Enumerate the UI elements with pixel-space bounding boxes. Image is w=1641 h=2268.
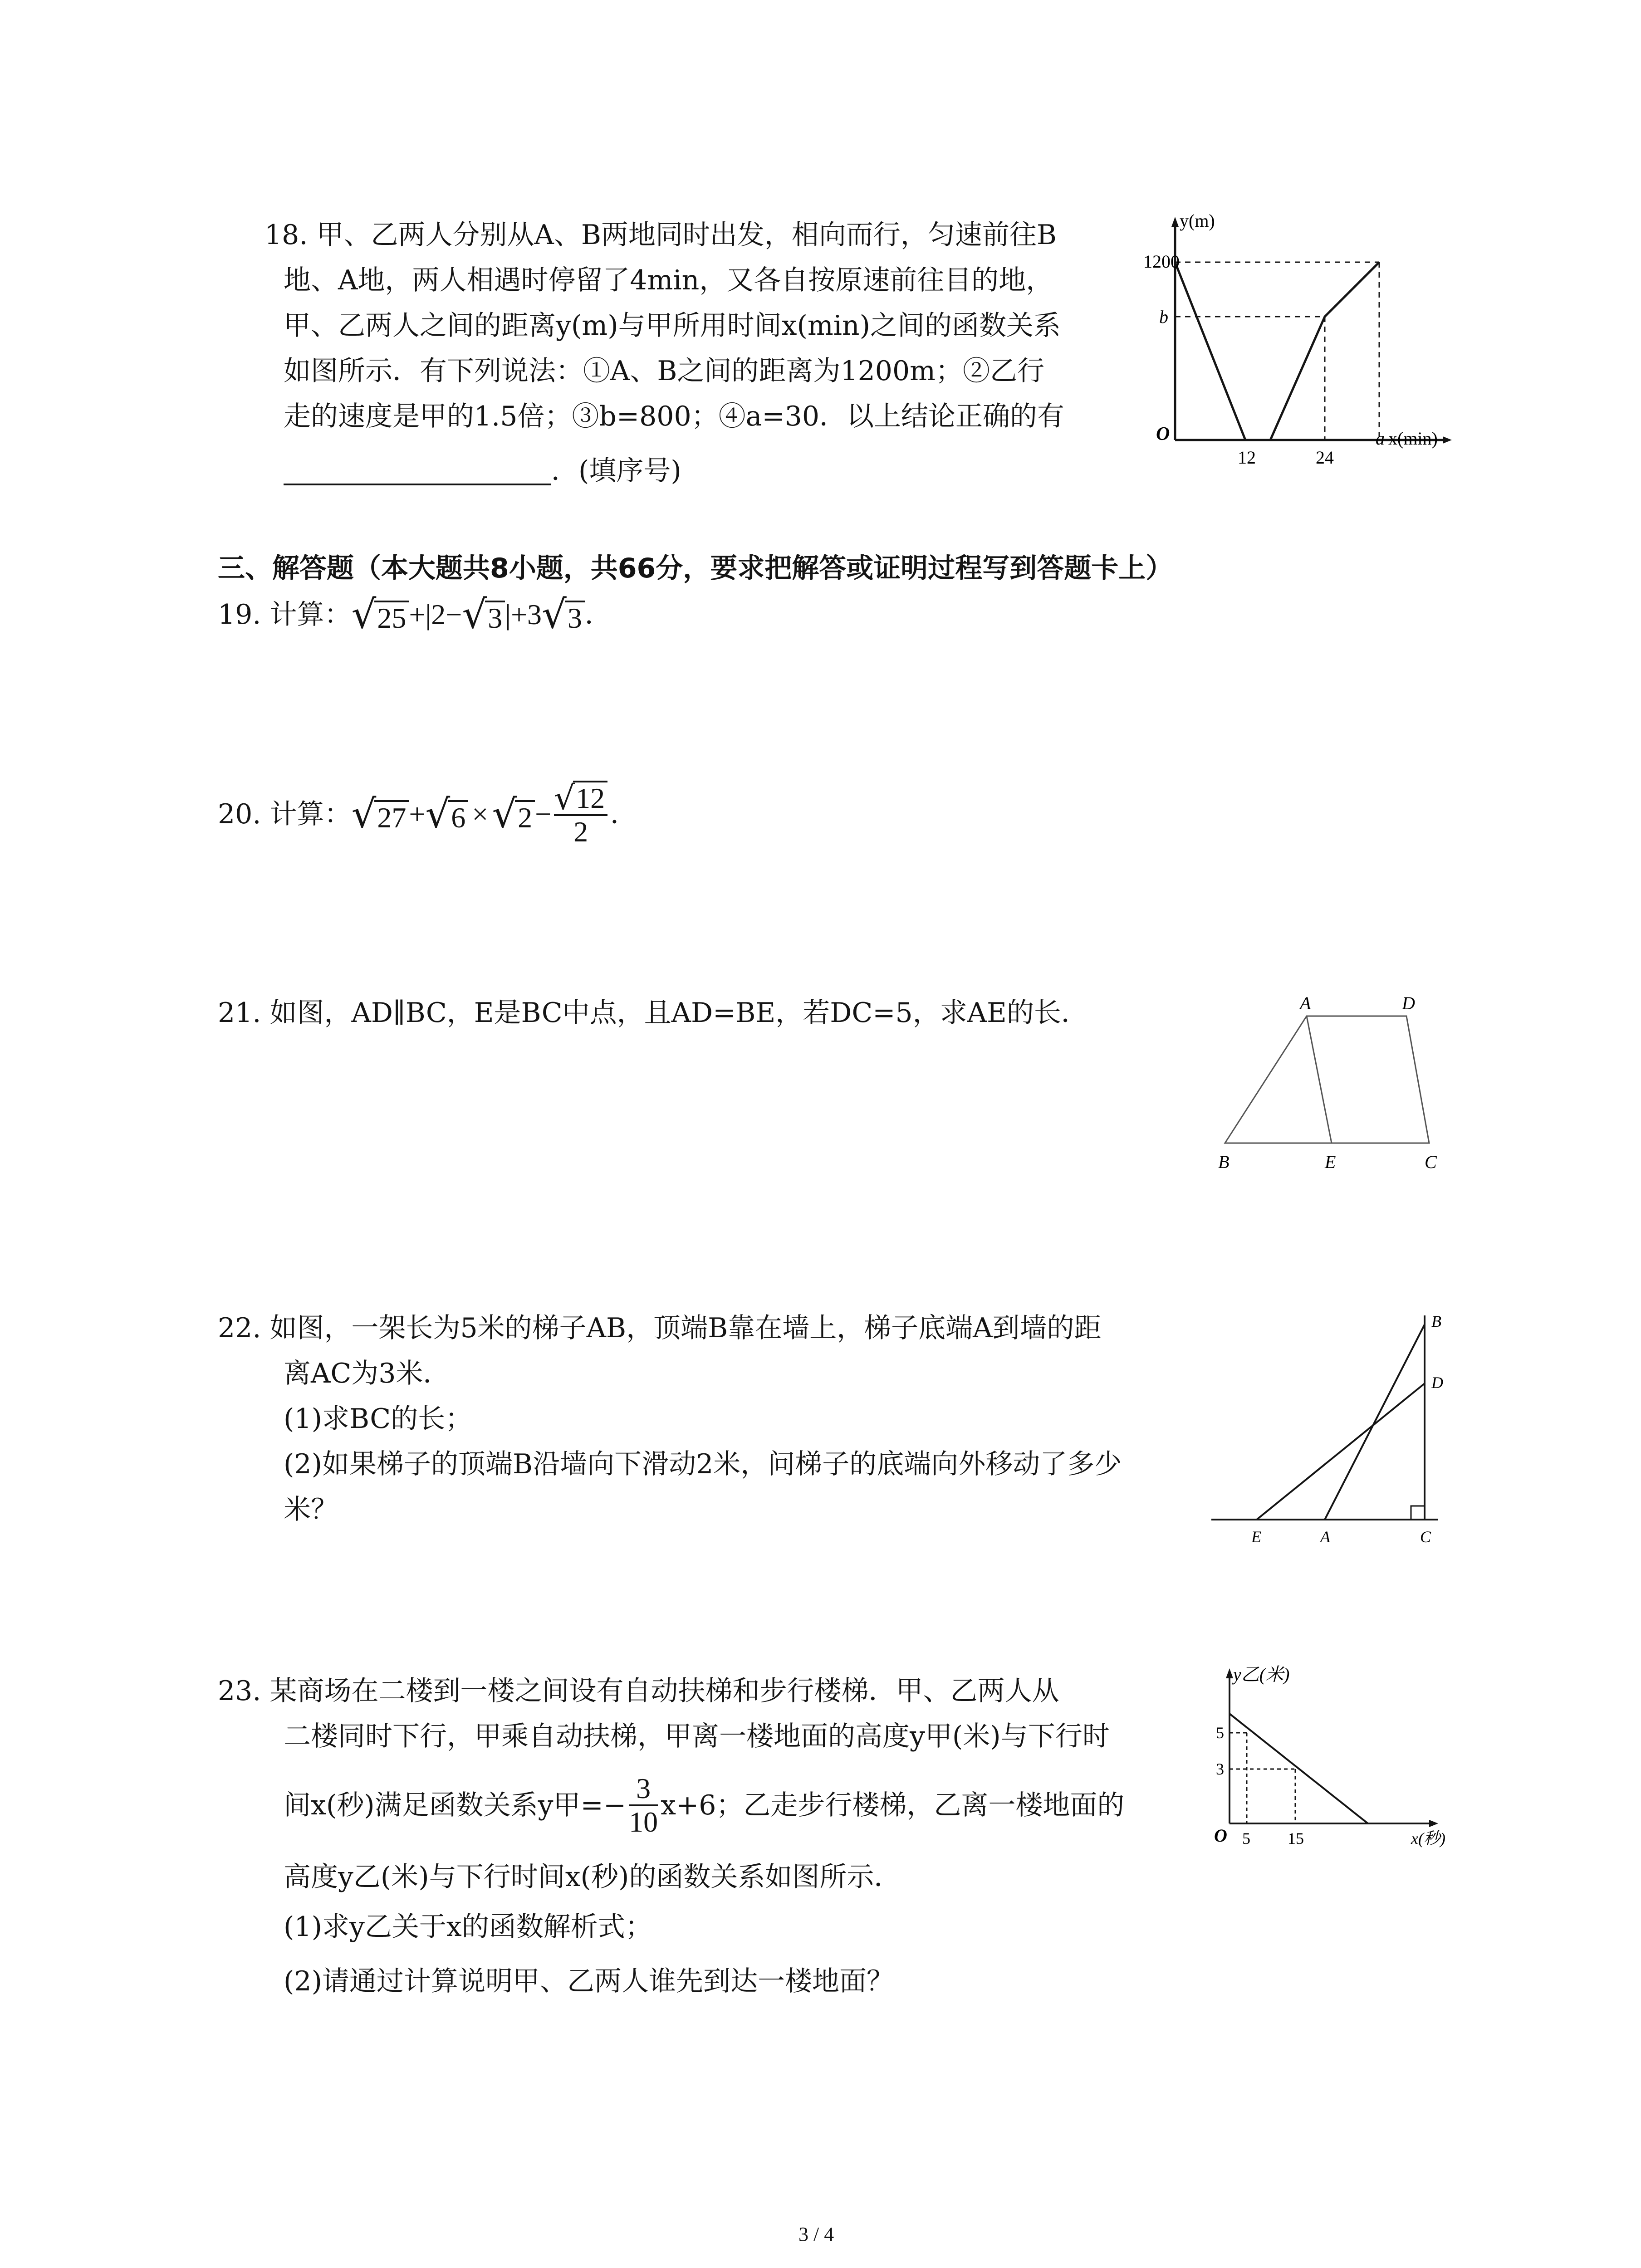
- q23-line-3-end: x+6；乙走步行楼梯，乙离一楼地面的: [661, 1789, 1125, 1821]
- q19-op-1: +|2−: [409, 598, 462, 631]
- q23-y-axis-arrow: [1226, 1668, 1233, 1678]
- q21-trapezoid: [1225, 1016, 1429, 1143]
- q18-y-tick-b: b: [1159, 307, 1168, 327]
- q22-ladder-ab: [1325, 1325, 1425, 1520]
- q23-line-2: 二楼同时下行，甲乘自动扶梯，甲离一楼地面的高度y甲(米)与下行时: [284, 1721, 1110, 1752]
- q18-x-axis-arrow: [1443, 436, 1452, 444]
- q20-radical-2: √ 6: [425, 795, 468, 834]
- q20-plus: +: [409, 798, 426, 830]
- q19-prefix: 19. 计算：: [218, 599, 352, 631]
- q23-fraction: $\frac{3}{10}$: [629, 1772, 658, 1838]
- q20-radical-1: √ 27: [352, 795, 409, 834]
- section-3-title: 三、解答题（本大题共8小题，共66分，要求把解答或证明过程写到答题卡上）: [218, 552, 1173, 584]
- q20-minus: −: [535, 798, 552, 830]
- q19-radical-1: √ 25: [352, 595, 409, 634]
- q20-times: ×: [472, 798, 489, 830]
- q19-op-2: |+3: [505, 598, 542, 631]
- q20-expression: [218, 771, 637, 857]
- q18-origin-label: O: [1156, 424, 1170, 445]
- q23-line-6: (2)请通过计算说明甲、乙两人谁先到达一楼地面？: [284, 1965, 894, 1997]
- q22-line-5: 米？: [284, 1494, 338, 1525]
- q23-x-axis-label: x(秒): [1411, 1829, 1445, 1848]
- q20-end: ．: [610, 798, 638, 830]
- q18-x-tick-a: a: [1376, 428, 1385, 449]
- q21-trapezoid-figure: [1202, 989, 1456, 1179]
- q19-radical-3: √ 3: [542, 595, 585, 634]
- q22-line-2: 离AC为3米．: [284, 1358, 451, 1389]
- q22-line-4: (2)如果梯子的顶端B沿墙向下滑动2米，问梯子的底端向外移动了多少: [284, 1448, 1122, 1480]
- q21-segment-ae: [1307, 1016, 1332, 1143]
- q21-label-c: C: [1425, 1152, 1437, 1172]
- q22-label-c: C: [1420, 1528, 1431, 1546]
- q23-height-time-graph: [1198, 1660, 1461, 1851]
- q23-x-tick-5: 5: [1242, 1829, 1250, 1848]
- q22-right-angle: [1411, 1506, 1425, 1520]
- q22-label-e: E: [1251, 1528, 1261, 1546]
- q19-end: ．: [584, 599, 612, 631]
- q18-line-6-tail: ．(填序号): [551, 455, 681, 487]
- q22-label-a: A: [1320, 1528, 1330, 1546]
- q18-y-axis-arrow: [1171, 217, 1179, 227]
- q23-line-4: 高度y乙(米)与下行时间x(秒)的函数关系如图所示．: [284, 1861, 901, 1893]
- q22-ladder-ed: [1257, 1383, 1425, 1520]
- q21-label-b: B: [1218, 1152, 1230, 1172]
- q23-line-3: [284, 1760, 1124, 1851]
- q18-y-tick-1200: 1200: [1143, 251, 1180, 272]
- q21-text: 21. 如图，AD∥BC，E是BC中点，且AD=BE，若DC=5，求AE的长．: [218, 997, 1088, 1029]
- q23-y-tick-3: 3: [1216, 1760, 1224, 1778]
- q21-label-e: E: [1325, 1152, 1336, 1172]
- q19-radical-2: √ 3: [462, 595, 505, 634]
- q20-prefix: 20. 计算：: [218, 798, 352, 830]
- page-number: 3 / 4: [798, 2223, 834, 2245]
- q23-x-tick-15: 15: [1288, 1829, 1304, 1848]
- q22-line-1: 22. 如图，一架长为5米的梯子AB，顶端B靠在墙上，梯子底端A到墙的距: [218, 1312, 1102, 1344]
- q18-x-tick-24: 24: [1316, 447, 1334, 468]
- q18-distance-time-graph: [1134, 204, 1461, 476]
- q21-label-d: D: [1402, 993, 1415, 1013]
- q18-x-axis-label: x(min): [1388, 428, 1438, 449]
- q23-line-3-start: 间x(秒)满足函数关系y甲=−: [284, 1789, 627, 1821]
- answer-blank: [284, 452, 551, 485]
- q23-y-tick-5: 5: [1216, 1724, 1224, 1742]
- q19-expression: [218, 590, 612, 640]
- q18-line-6: [284, 449, 681, 493]
- q18-line-3: 甲、乙两人之间的距离y(m)与甲所用时间x(min)之间的函数关系: [284, 310, 1061, 342]
- q18-line-4: 如图所示．有下列说法：①A、B之间的距离为1200m；②乙行: [284, 355, 1045, 387]
- q18-line-5: 走的速度是甲的1.5倍；③b=800；④a=30．以上结论正确的有: [284, 401, 1065, 432]
- q18-function-line: [1175, 262, 1379, 440]
- q23-x-axis-arrow: [1429, 1820, 1438, 1827]
- q23-y-axis-label: y乙(米): [1233, 1664, 1290, 1685]
- q22-label-b: B: [1431, 1312, 1441, 1330]
- q23-origin-label: O: [1214, 1825, 1227, 1846]
- q18-line-2: 地、A地，两人相遇时停留了4min，又各自按原速前往目的地，: [284, 264, 1053, 296]
- q23-line-5: (1)求y乙关于x的函数解析式；: [284, 1911, 652, 1943]
- q22-line-3: (1)求BC的长；: [284, 1403, 473, 1435]
- q18-y-axis-label: y(m): [1180, 210, 1215, 231]
- q21-label-a: A: [1300, 993, 1311, 1013]
- q20-fraction: √ 12 2: [554, 781, 607, 848]
- q18-line-1: 18. 甲、乙两人分别从A、B两地同时出发，相向而行，匀速前往B: [265, 219, 1057, 251]
- q18-x-tick-12: 12: [1238, 447, 1256, 468]
- q23-line-1: 23. 某商场在二楼到一楼之间设有自动扶梯和步行楼梯．甲、乙两人从: [218, 1675, 1059, 1707]
- q20-radical-3: √ 2: [492, 795, 535, 834]
- q22-label-d: D: [1431, 1374, 1443, 1392]
- q22-ladder-figure: [1202, 1306, 1456, 1560]
